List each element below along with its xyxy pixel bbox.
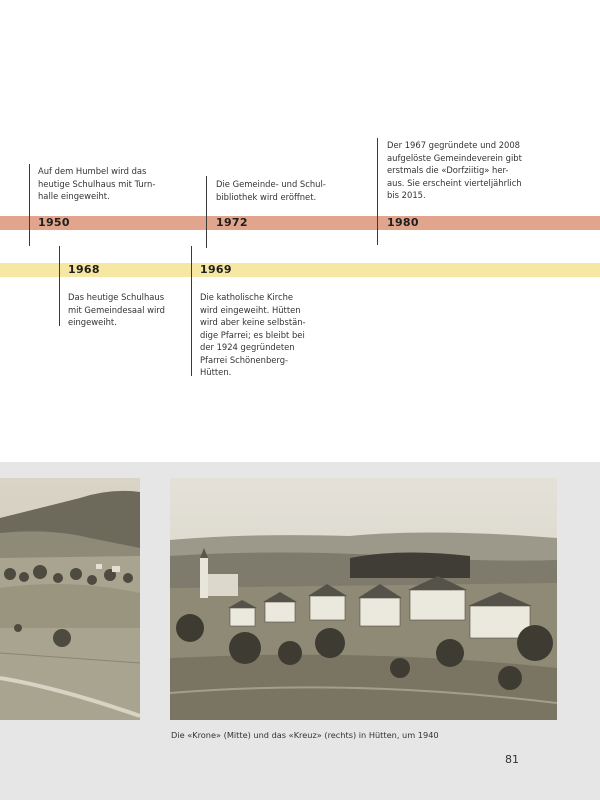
event-text-1968: Das heutige Schulhaus mit Gemeindesaal wird eingeweiht. [68, 292, 165, 327]
timeline-band-top [0, 216, 600, 230]
timeline-marker-1972 [206, 176, 207, 248]
event-year-1980: 1980 [387, 216, 419, 229]
timeline-marker-1950 [29, 164, 30, 246]
event-text-1972: Die Gemeinde- und Schul- bibliothek wird eröffnet. [216, 179, 326, 202]
photo-caption: Die «Krone» (Mitte) und das «Kreuz» (rechts) in Hütten, um 1940 [171, 730, 439, 740]
event-year-1972: 1972 [216, 216, 248, 229]
event-year-1969: 1969 [200, 263, 232, 276]
photo-landscape-hills [0, 478, 140, 720]
photo-village-huetten [170, 478, 557, 720]
event-text-1969: Die katholische Kirche wird eingeweiht. Hütten wird aber keine selbstän- dige Pfarrei; es bleibt bei der 1924 gegründeten Pfarrei Schönenberg- Hütten. [200, 292, 306, 377]
event-year-1950: 1950 [38, 216, 70, 229]
timeline-marker-1969 [191, 246, 192, 376]
timeline-marker-1968 [59, 246, 60, 326]
page-number: 81 [505, 753, 519, 766]
timeline-marker-1980 [377, 138, 378, 245]
event-text-1980: Der 1967 gegründete und 2008 aufgelöste Gemeindeverein gibt erstmals die «Dorfziitig» her- aus. Sie erscheint vierteljährlich bis 2015. [387, 140, 522, 200]
event-text-1950: Auf dem Humbel wird das heutige Schulhaus mit Turn- halle eingeweiht. [38, 166, 156, 201]
event-year-1968: 1968 [68, 263, 100, 276]
